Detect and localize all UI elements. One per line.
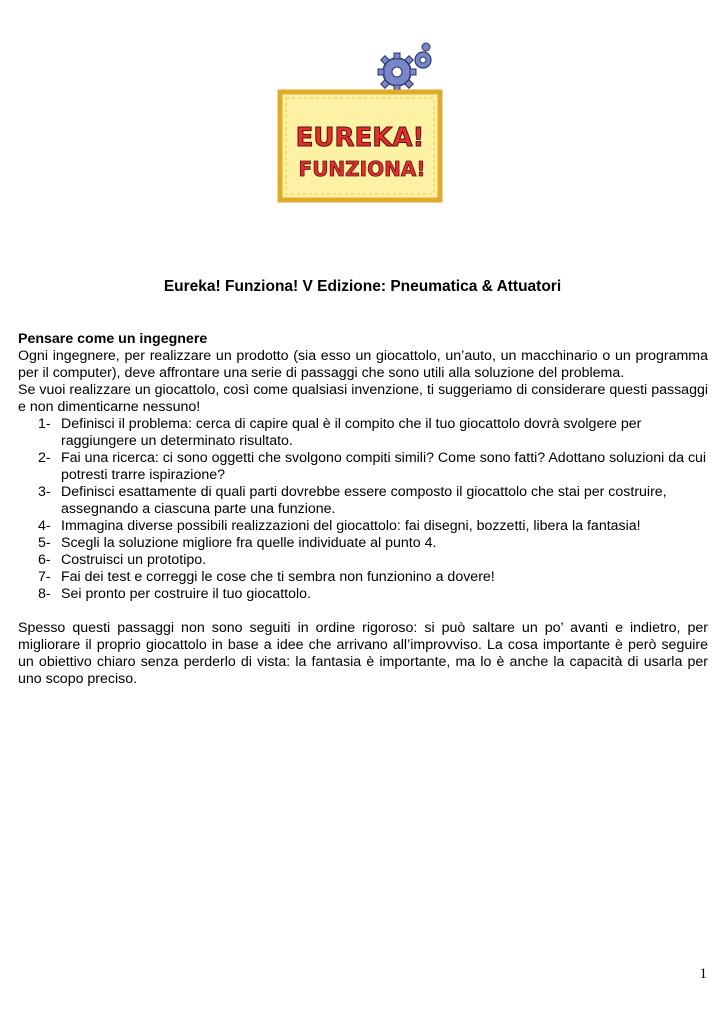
- step-text: Scegli la soluzione migliore fra quelle individuate al punto 4.: [61, 535, 437, 551]
- document-title: Eureka! Funziona! V Edizione: Pneumatica & Attuatori: [163, 278, 562, 295]
- list-item: [18, 518, 708, 535]
- page-number: 1: [699, 966, 707, 982]
- section-heading: Pensare come un ingegnere: [18, 331, 208, 347]
- eureka-funziona-logo: [275, 42, 450, 207]
- step-text: Costruisci un prototipo.: [61, 552, 207, 568]
- step-number: 4-: [38, 518, 51, 534]
- list-item: [18, 586, 708, 603]
- list-item: [18, 450, 708, 484]
- step-text: Definisci esattamente di quali parti dovrebbe essere composto il giocattolo che stai per costruire, assegnando a ciascuna parte una funzione.: [61, 484, 667, 517]
- step-text: Fai una ricerca: ci sono oggetti che svolgono compiti simili? Come sono fatti? Adottano soluzioni da cui potresti trarre ispirazione?: [61, 450, 707, 483]
- logo-line-2: FUNZIONA!: [298, 157, 426, 181]
- steps-list: [18, 416, 708, 603]
- step-text: Immagina diverse possibili realizzazioni del giocattolo: fai disegni, bozzetti, libera la fantasia!: [61, 518, 641, 534]
- step-number: 5-: [38, 535, 51, 551]
- step-text: Sei pronto per costruire il tuo giocattolo.: [61, 586, 311, 602]
- step-number: 2-: [38, 450, 51, 466]
- logo-graphic-icon: [275, 42, 450, 207]
- logo-line-1: EUREKA!: [295, 123, 425, 153]
- small-gear-icon: [415, 43, 431, 68]
- intro-paragraph: Ogni ingegnere, per realizzare un prodotto (sia esso un giocattolo, un’auto, un macchinario o un programma per il computer), deve affrontare una serie di passaggi che sono utili alla soluzione del problema.: [18, 348, 708, 381]
- list-item: [18, 484, 708, 518]
- step-text: Fai dei test e correggi le cose che ti sembra non funzionino a dovere!: [61, 569, 495, 585]
- list-item: [18, 552, 708, 569]
- document-body: [18, 331, 708, 688]
- step-number: 1-: [38, 416, 51, 432]
- gear-icon: [378, 53, 416, 91]
- step-text: Definisci il problema: cerca di capire qual è il compito che il tuo giocattolo dovrà svolgere per raggiungere un determinato risultato.: [61, 416, 642, 449]
- list-item: [18, 569, 708, 586]
- closing-paragraph: Spesso questi passaggi non sono seguiti in ordine rigoroso: si può saltare un po’ avanti e indietro, per migliorare il proprio giocattolo in base a idee che arrivano all’improvviso. La cosa importante è però seguire un obiettivo chiaro senza perderlo di vista: la fantasia è importante, ma lo è anche la capacità di usarla per uno scopo preciso.: [18, 620, 708, 687]
- list-item: [18, 535, 708, 552]
- advice-paragraph: Se vuoi realizzare un giocattolo, così come qualsiasi invenzione, ti suggeriamo di considerare questi passaggi e non dimenticarne nessuno!: [18, 382, 708, 415]
- step-number: 3-: [38, 484, 51, 500]
- step-number: 6-: [38, 552, 51, 568]
- list-item: [18, 416, 708, 450]
- step-number: 8-: [38, 586, 51, 602]
- step-number: 7-: [38, 569, 51, 585]
- paragraph-spacer: [18, 603, 708, 620]
